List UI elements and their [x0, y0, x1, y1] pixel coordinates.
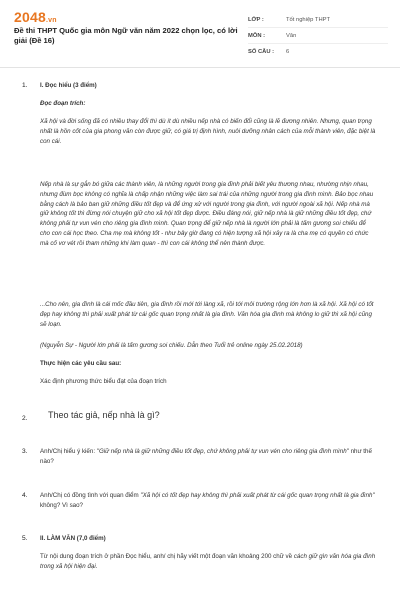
meta-table: [248, 12, 388, 60]
question-text: [40, 447, 376, 467]
question-text: [40, 491, 376, 511]
meta-value: Tốt nghiệp THPT: [286, 16, 331, 23]
question-text: Theo tác giả, nếp nhà là gì?: [48, 410, 160, 420]
meta-value: 6: [286, 49, 290, 55]
logo-text: 2048: [14, 9, 46, 25]
passage-paragraph: Nếp nhà là sự gắn bó giữa các thành viên, là những người trong gia đình phải biết yêu thương nhau, nhường nhịn nhau, nhưng đùm bọc không có nghĩa là chấp nhận những việc làm sai trái của những người trong gia đình mình. Bảo bọc nhau bằng cách là bảo ban giữ những điều tốt đẹp và để ứng xử với người trong gia đình, với người ngoài xã hội. Nếp nhà mà giữ không tốt thì đừng nói chuyện giữ cho xã hội tốt đẹp được. Điều đáng nói, giữ nếp nhà là giữ những điều tốt đẹp, chứ không phải tự vun vén cho riêng gia đình mình. Quan trọng để giữ nếp nhà là người lớn phải là tấm gương soi chiếu để cho con cái học theo. Cha mẹ mà không tốt - như bây giờ đang có hiện tượng xã hội xảy ra là cha mẹ có quyền có chức mà cố vơ vét rồi tham những khi làm quan - thì con cái không thể nên thành được.: [40, 181, 374, 247]
question-number: 3.: [22, 448, 28, 455]
page-title: Đề thi THPT Quốc gia môn Ngữ văn năm 2022 chọn lọc, có lời giải (Đề 16): [14, 26, 238, 46]
reading-label: Đọc đoạn trích:: [40, 100, 86, 107]
question-topic: cách giữ gìn văn hóa gia đình trong xã hội hiện đại.: [40, 553, 376, 570]
meta-row-class: [248, 12, 388, 28]
question-number: 1.: [22, 82, 28, 89]
question-prefix: Anh/Chị hiểu ý kiến:: [40, 448, 97, 455]
meta-row-subject: [248, 28, 388, 44]
meta-row-count: [248, 44, 388, 60]
passage-source: (Nguyễn Sự - Người lớn phải là tấm gương soi chiếu. Dẫn theo Tuổi trẻ online ngày 25.02.2018): [40, 342, 303, 349]
section-title: II. LÀM VĂN (7,0 điểm): [40, 535, 106, 542]
question-number: 5.: [22, 535, 28, 542]
site-logo[interactable]: [14, 9, 57, 25]
logo-suffix: .vn: [45, 17, 57, 24]
question-suffix: như thế nào?: [40, 448, 372, 465]
meta-key: SỐ CÂU :: [248, 49, 275, 55]
question-number: 4.: [22, 492, 28, 499]
task-label: Thực hiện các yêu cầu sau:: [40, 360, 122, 367]
question-quote: "Giữ nếp nhà là giữ những điều tốt đẹp, chứ không phải tự vun vén cho riêng gia đình mình": [96, 448, 349, 455]
meta-key: MÔN :: [248, 32, 266, 39]
question-suffix: không? Vì sao?: [40, 501, 84, 509]
meta-value: Văn: [286, 32, 297, 39]
section-title: I. Đọc hiểu (3 điểm): [40, 82, 97, 89]
question-text: [40, 552, 376, 572]
passage-paragraph: ...Cho nên, gia đình là cái mốc đầu tiên, gia đình rồi mới tới làng xã, rồi tới môi trường rộng lớn hơn là xã hội. Xã hội có tốt đẹp hay không thì phải xuất phát từ cái gốc quan trọng nhất là gia đình. Văn hóa gia đình mà không lo giữ thì xã hội cũng sẽ loạn.: [40, 301, 374, 328]
question-prefix: Từ nội dung đoạn trích ở phần Đọc hiểu, anh/ chị hãy viết một đoạn văn khoảng 200 chữ về: [40, 553, 294, 560]
question-number: 2.: [22, 415, 28, 422]
question-prefix: Anh/Chị có đồng tình với quan điểm: [40, 492, 141, 499]
task-text: Xác định phương thức biểu đạt của đoạn trích: [40, 378, 167, 385]
meta-key: LỚP :: [248, 16, 264, 23]
passage-paragraph: Xã hội và đời sống đã có nhiều thay đổi thì dù ít dù nhiều nếp nhà có biến đổi cũng là lẽ đương nhiên. Nhưng, quan trọng nhất là hồn cốt của gia phong văn còn được giữ, có giá trị định hình, nuôi dưỡng nhân cách của mỗi thành viên, đặc biệt là con cái.: [40, 118, 376, 145]
question-quote: "Xã hội có tốt đẹp hay không thì phải xuất phát từ cái gốc quan trọng nhất là gia đình": [140, 492, 375, 499]
document-header: [0, 0, 400, 68]
